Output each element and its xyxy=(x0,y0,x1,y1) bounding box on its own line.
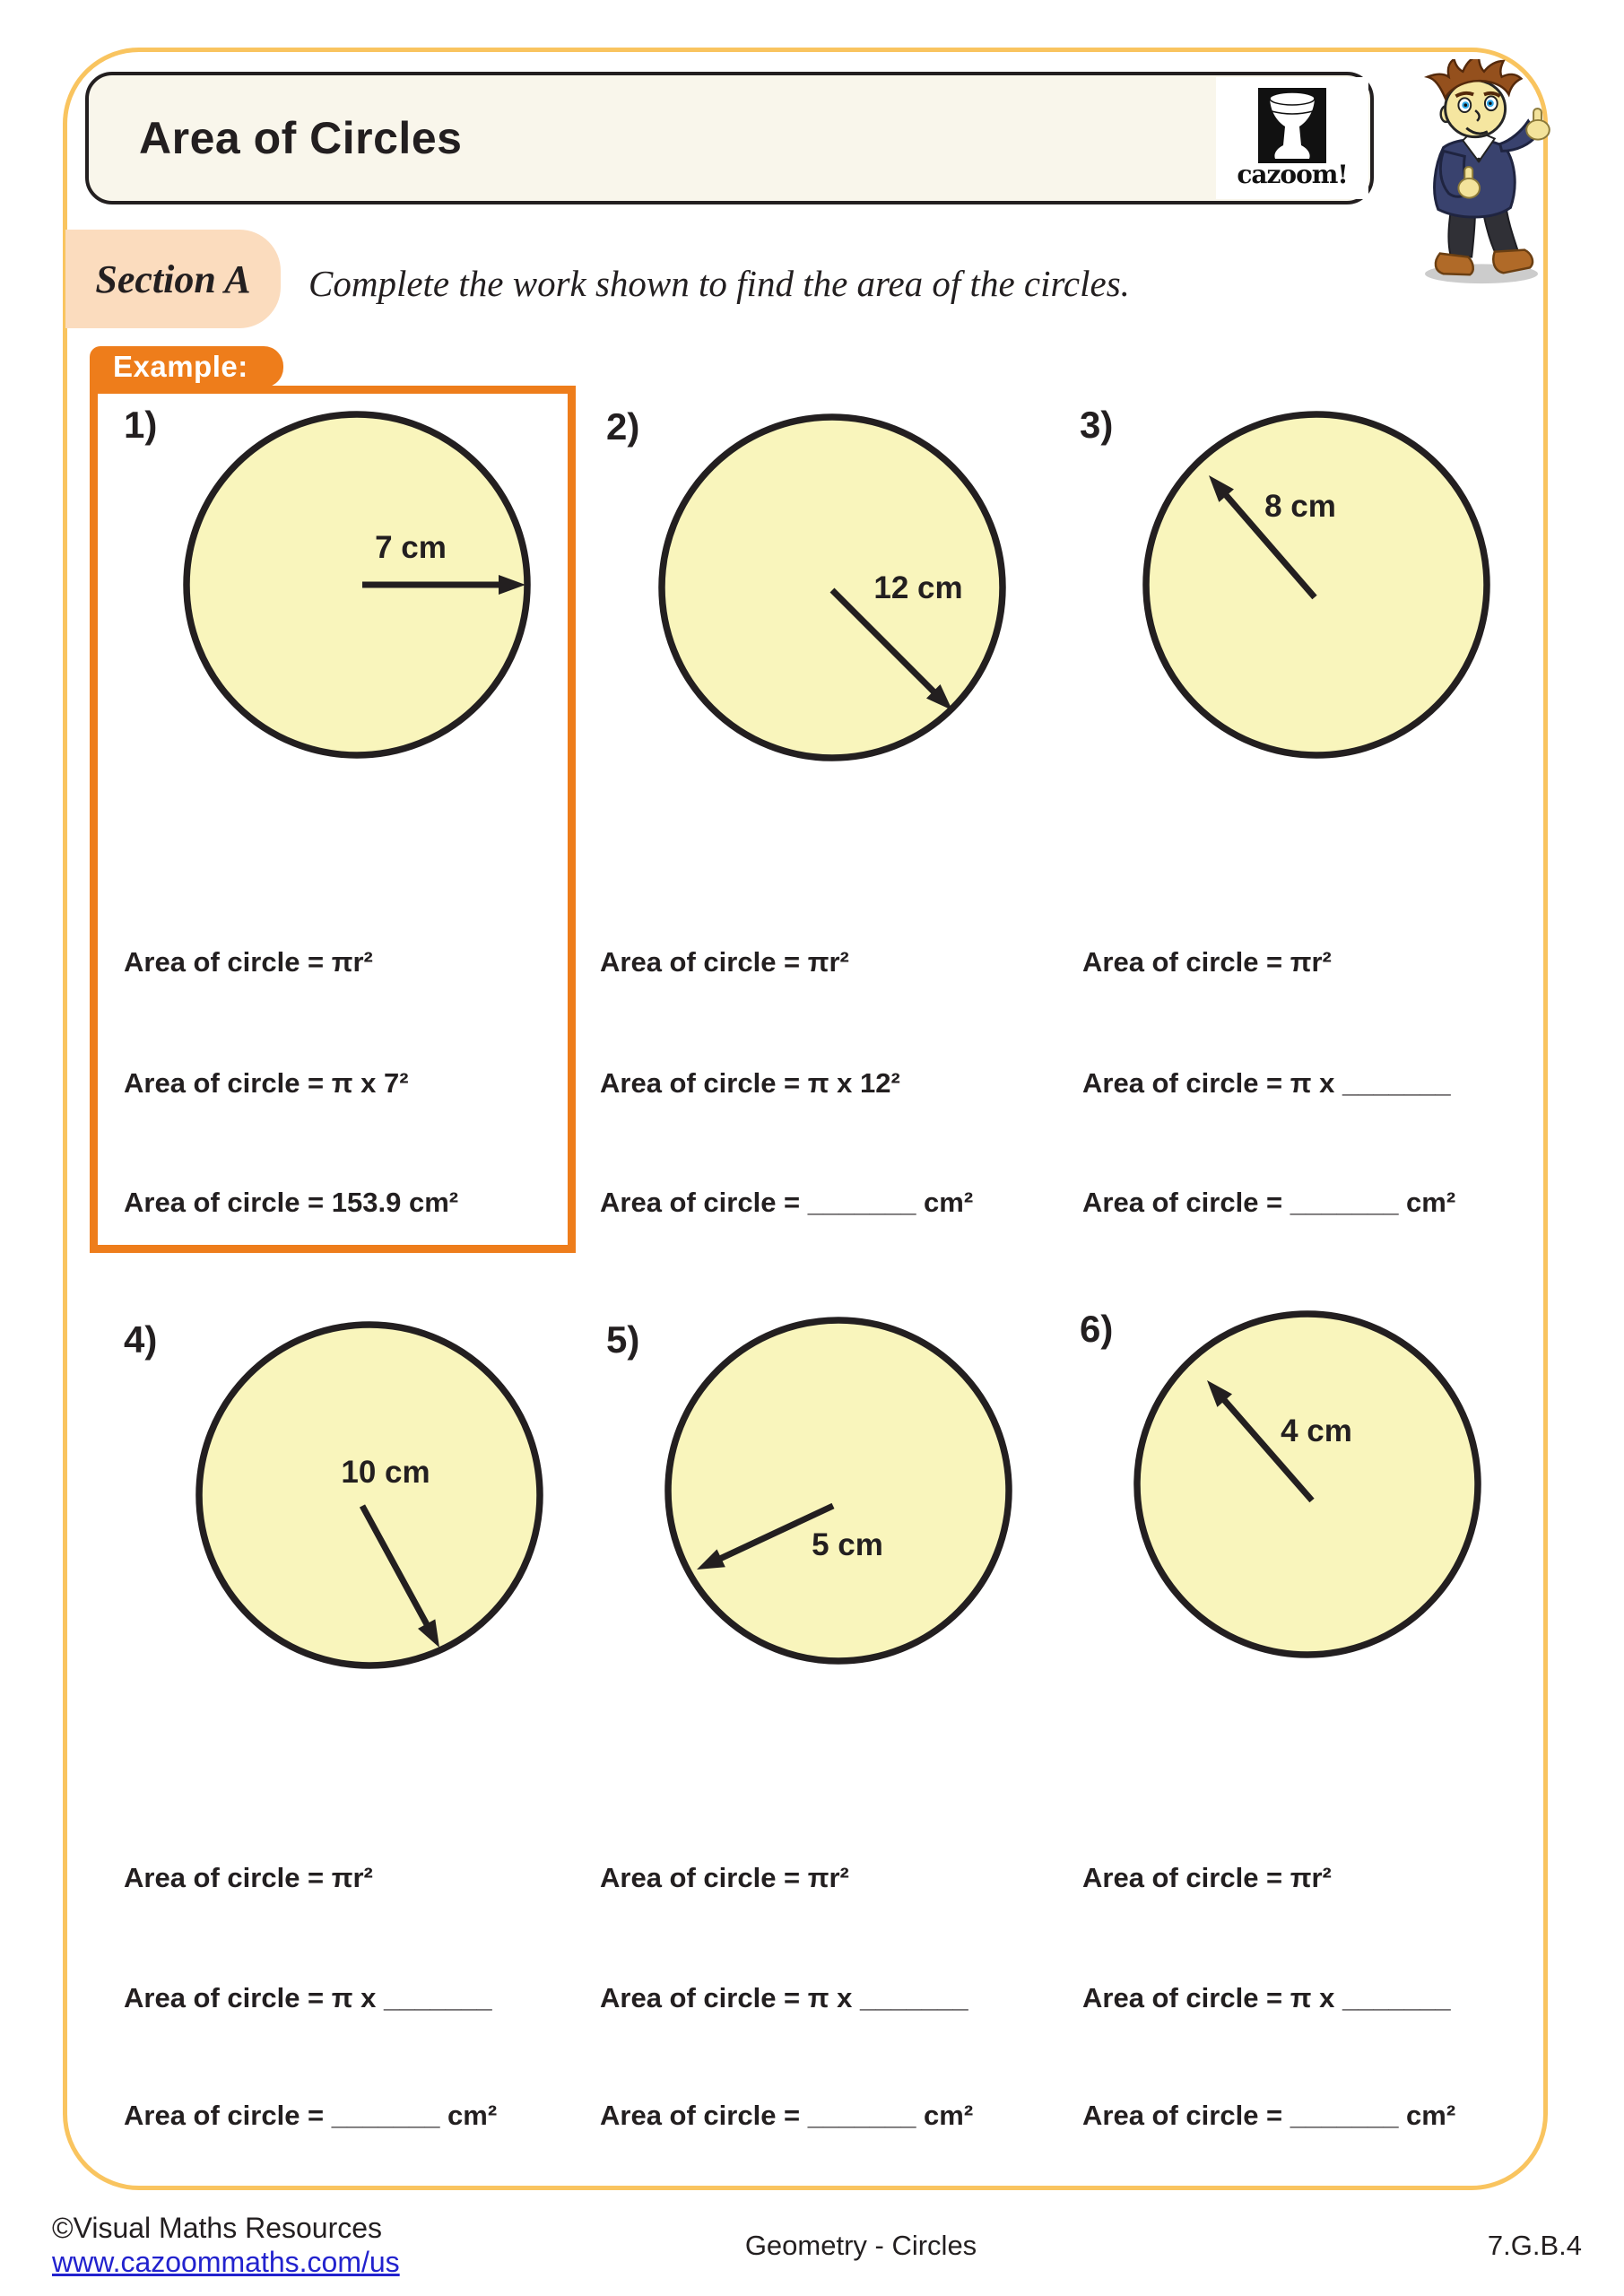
circle-shape xyxy=(1137,1314,1478,1655)
problem-5-formula-line-2: Area of circle = π x _______ xyxy=(600,1982,968,2013)
problem-3-formula-line-1: Area of circle = πr² xyxy=(1082,946,1332,978)
footer-website-link[interactable]: www.cazoommaths.com/us xyxy=(52,2246,400,2278)
cazoom-logo xyxy=(1216,77,1368,199)
problem-5-formula-line-1: Area of circle = πr² xyxy=(600,1862,849,1893)
footer-standard-code: 7.G.B.4 xyxy=(1487,2230,1582,2261)
section-a-tab xyxy=(65,230,281,328)
footer-copyright: ©Visual Maths Resources xyxy=(52,2212,383,2244)
problem-4-circle-diagram xyxy=(190,1316,549,1674)
problem-2-number: 2) xyxy=(606,405,640,448)
cazoom-logo-text: cazoom! xyxy=(1237,160,1348,189)
section-a-label: Section A xyxy=(95,257,251,301)
radius-measurement-label: 5 cm xyxy=(812,1527,883,1562)
problem-1-formula-line-3: Area of circle = 153.9 cm² xyxy=(124,1187,459,1218)
radius-measurement-label: 10 cm xyxy=(341,1455,430,1490)
problem-1-formula-line-2: Area of circle = π x 7² xyxy=(124,1067,409,1099)
problem-2-formula-line-1: Area of circle = πr² xyxy=(600,946,849,978)
problem-4-formula-line-1: Area of circle = πr² xyxy=(124,1862,373,1893)
radius-measurement-label: 8 cm xyxy=(1264,489,1336,524)
mascot-boy-illustration xyxy=(1392,59,1571,289)
problem-3-formula-line-2: Area of circle = π x _______ xyxy=(1082,1067,1451,1099)
problem-4-number: 4) xyxy=(124,1318,158,1361)
problem-3-number: 3) xyxy=(1080,404,1114,446)
problem-6-formula-line-2: Area of circle = π x _______ xyxy=(1082,1982,1451,2013)
problem-5-number: 5) xyxy=(606,1318,640,1361)
problem-4-formula-line-2: Area of circle = π x _______ xyxy=(124,1982,492,2013)
djembe-drum-icon xyxy=(1258,88,1326,163)
radius-measurement-label: 7 cm xyxy=(375,530,447,565)
page-title: Area of Circles xyxy=(139,113,463,163)
problem-6-formula-line-3: Area of circle = _______ cm² xyxy=(1082,2100,1456,2131)
problem-2-formula-line-2: Area of circle = π x 12² xyxy=(600,1067,900,1099)
circle-shape xyxy=(668,1320,1009,1661)
problem-1-number: 1) xyxy=(124,404,158,446)
problem-5-formula-line-3: Area of circle = _______ cm² xyxy=(600,2100,974,2131)
problem-2-circle-diagram xyxy=(653,408,1012,767)
radius-measurement-label: 4 cm xyxy=(1281,1413,1352,1448)
problem-3-formula-line-3: Area of circle = _______ cm² xyxy=(1082,1187,1456,1218)
circle-shape xyxy=(199,1325,540,1665)
problem-4-formula-line-3: Area of circle = _______ cm² xyxy=(124,2100,498,2131)
problem-3-circle-diagram xyxy=(1137,405,1496,764)
problem-6-number: 6) xyxy=(1080,1308,1114,1350)
problem-1-circle-diagram xyxy=(178,405,536,764)
section-a-instruction: Complete the work shown to find the area of the circles. xyxy=(308,263,1130,304)
radius-measurement-label: 12 cm xyxy=(873,570,963,605)
example-tab: Example: xyxy=(90,346,283,387)
title-box xyxy=(85,72,1374,204)
problem-6-circle-diagram xyxy=(1128,1305,1487,1664)
problem-6-formula-line-1: Area of circle = πr² xyxy=(1082,1862,1332,1893)
footer-topic-label: Geometry - Circles xyxy=(744,2230,977,2261)
circle-shape xyxy=(1146,414,1487,755)
problem-2-formula-line-3: Area of circle = _______ cm² xyxy=(600,1187,974,1218)
problem-5-circle-diagram xyxy=(659,1311,1018,1670)
problem-1-formula-line-1: Area of circle = πr² xyxy=(124,946,373,978)
